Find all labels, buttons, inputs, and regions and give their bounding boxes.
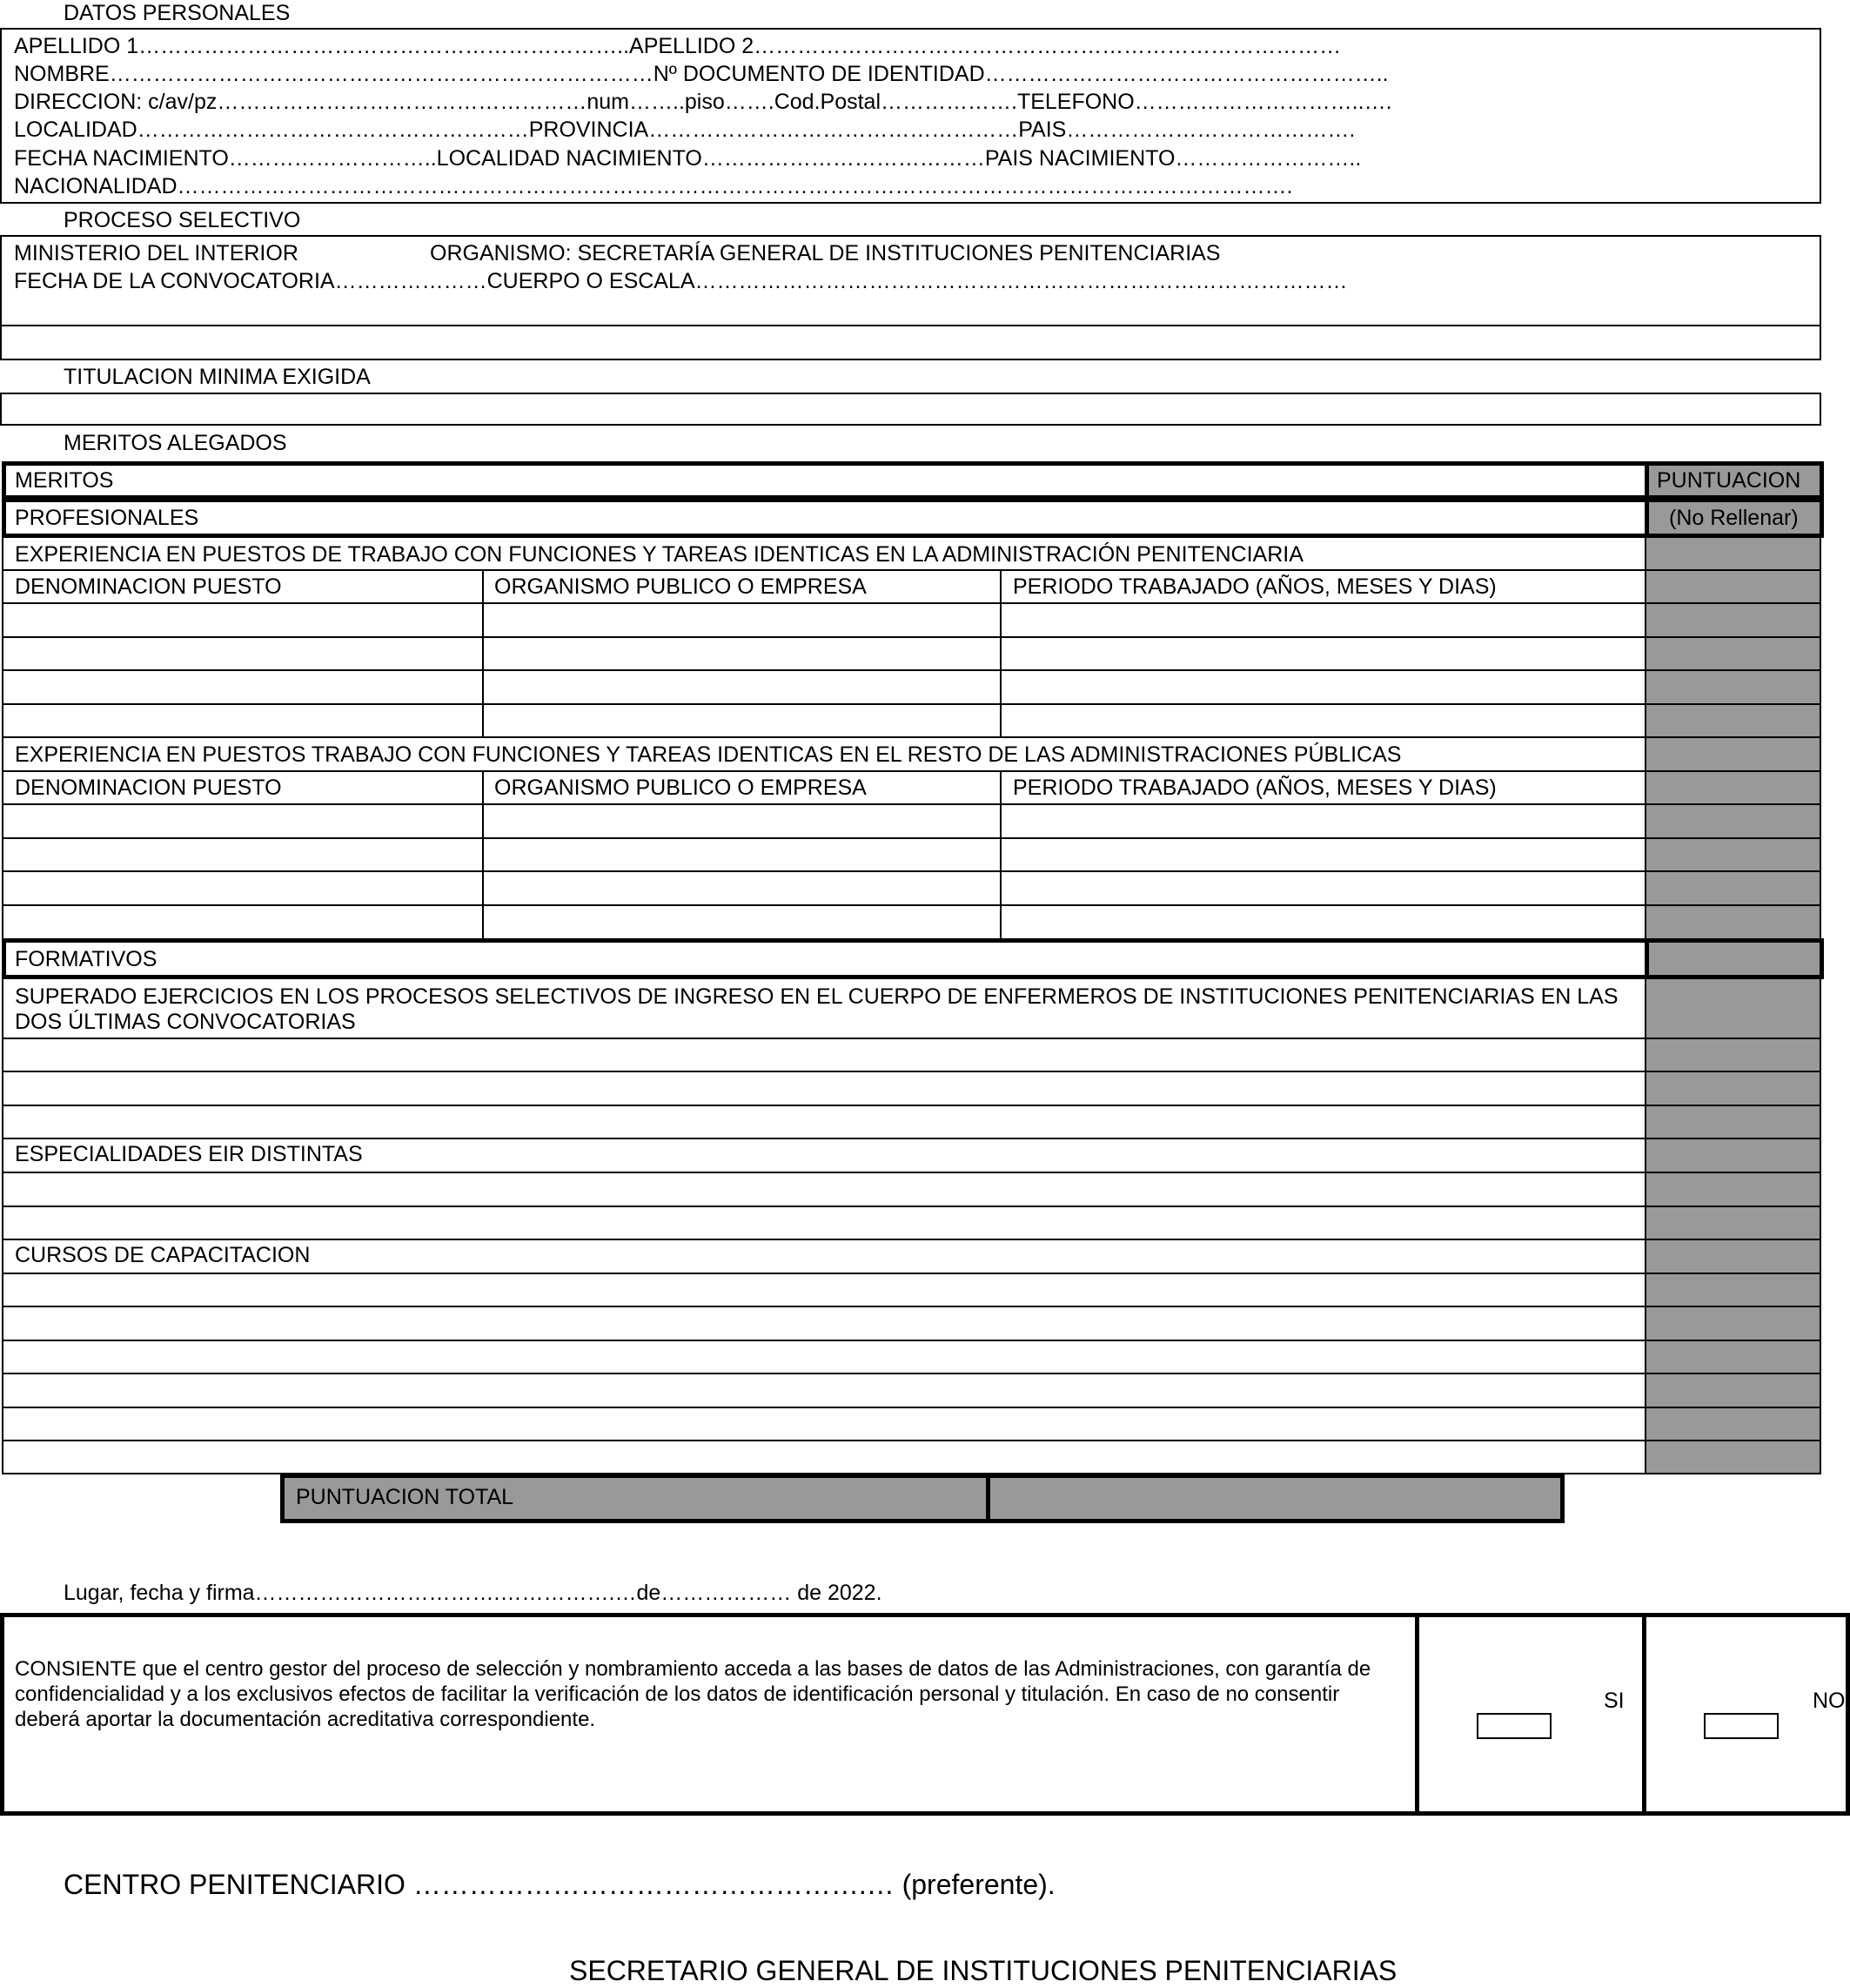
header-puntuacion: PUNTUACION xyxy=(1657,468,1801,493)
col-divider xyxy=(482,569,484,737)
row-line xyxy=(2,1239,1821,1240)
row-line xyxy=(2,1105,1821,1106)
field-titulacion[interactable] xyxy=(0,393,1821,426)
puntuacion-total-label: PUNTUACION TOTAL xyxy=(296,1485,514,1509)
row-line xyxy=(2,1071,1821,1072)
no-rellenar-label: (No Rellenar) xyxy=(1669,506,1799,530)
row-line xyxy=(2,1172,1821,1173)
row-line xyxy=(2,803,1821,805)
col-periodo-1: PERIODO TRABAJADO (AÑOS, MESES Y DIAS) xyxy=(1013,574,1497,599)
process-divider xyxy=(0,325,1821,326)
field-nacionalidad[interactable]: NACIONALIDAD………………………………………………………………………………………………………………………………………. xyxy=(14,174,1293,198)
col-denominacion-2: DENOMINACION PUESTO xyxy=(15,776,282,800)
row-line xyxy=(2,1038,1821,1039)
row-line xyxy=(2,1340,1821,1341)
row-line xyxy=(2,1138,1821,1139)
header-meritos: MERITOS xyxy=(15,468,114,493)
consent-text: CONSIENTE que el centro gestor del proceso de selección y nombramiento acceda a las bases de datos de las Administraciones, con garantía de confidencialidad y a los exclusivos efectos de facilitar la verificación de los datos de identificación personal y titulación. En caso de no consentir deberá aportar la documentación acreditativa correspondiente. xyxy=(15,1657,1371,1731)
row-line xyxy=(2,736,1821,738)
row-line xyxy=(2,1206,1821,1207)
field-nombre-documento[interactable]: NOMBRE…………………………………………………………………Nº DOCUMENTO DE IDENTIDAD……………………………………………….. xyxy=(14,62,1389,86)
row-line xyxy=(2,1407,1821,1408)
formativos-puntuacion-cell xyxy=(1645,938,1824,979)
lugar-fecha-firma[interactable]: Lugar, fecha y firma…………………………….…………….…de……………… de 2022. xyxy=(64,1581,882,1605)
formativos-cell xyxy=(2,938,1649,979)
row-line xyxy=(2,1373,1821,1374)
section-title-meritos-alegados: MERITOS ALEGADOS xyxy=(64,431,287,455)
superado-ejercicios-label: SUPERADO EJERCICIOS EN LOS PROCESOS SELECTIVOS DE INGRESO EN EL CUERPO DE ENFERMEROS DE INSTITUCIONES PENITENCIARIAS EN LAS DOS ÚLTIMAS CONVOCATORIAS xyxy=(15,984,1619,1034)
organism-label: ORGANISMO: SECRETARÍA GENERAL DE INSTITUCIONES PENITENCIARIAS xyxy=(430,241,1221,265)
cursos-capacitacion-label: CURSOS DE CAPACITACION xyxy=(15,1243,311,1267)
row-line xyxy=(2,1273,1821,1274)
col-periodo-2: PERIODO TRABAJADO (AÑOS, MESES Y DIAS) xyxy=(1013,776,1497,800)
row-line xyxy=(2,703,1821,705)
consent-si-label: SI xyxy=(1604,1689,1625,1713)
row-line xyxy=(2,1306,1821,1307)
field-direccion[interactable]: DIRECCION: c/av/pz……………………………………………num……..piso…….Cod.Postal……………….TELEFONO…………………………..…. xyxy=(14,90,1392,114)
consent-si-checkbox[interactable] xyxy=(1477,1713,1552,1739)
row-line xyxy=(2,1440,1821,1441)
col-organismo-1: ORGANISMO PUBLICO O EMPRESA xyxy=(494,574,867,599)
col-divider xyxy=(1000,569,1002,737)
section-title-datos-personales: DATOS PERSONALES xyxy=(64,1,291,25)
row-line xyxy=(2,569,1821,571)
especialidades-eir-label: ESPECIALIDADES EIR DISTINTAS xyxy=(15,1142,363,1166)
exp-resto-admin-label: EXPERIENCIA EN PUESTOS TRABAJO CON FUNCIONES Y TAREAS IDENTICAS EN EL RESTO DE LAS ADMINISTRACIONES PÚBLICAS xyxy=(15,742,1402,767)
total-value-cell xyxy=(986,1474,1565,1523)
field-localidad[interactable]: LOCALIDAD………………………………………………PROVINCIA……………………………………………PAIS…………………………………. xyxy=(14,118,1356,142)
row-line xyxy=(2,770,1821,772)
exp-admin-penitenciaria-label: EXPERIENCIA EN PUESTOS DE TRABAJO CON FUNCIONES Y TAREAS IDENTICAS EN LA ADMINISTRACIÓN PENITENCIARIA xyxy=(15,542,1304,567)
col-divider xyxy=(482,770,484,939)
row-line xyxy=(2,669,1821,671)
consent-divider-1 xyxy=(1415,1613,1419,1816)
field-fecha-nacimiento[interactable]: FECHA NACIMIENTO………………………..LOCALIDAD NACIMIENTO…………………………………PAIS NACIMIENTO…………………….. xyxy=(14,146,1362,171)
profesionales-label: PROFESIONALES xyxy=(15,506,199,530)
col-denominacion-1: DENOMINACION PUESTO xyxy=(15,574,282,599)
profesionales-cell xyxy=(2,498,1649,538)
field-apellidos[interactable]: APELLIDO 1…………………………………………………………..APELLIDO 2……………………………………………………………………… xyxy=(14,34,1342,58)
puntuacion-divider xyxy=(1645,536,1646,1474)
col-divider xyxy=(1000,770,1002,939)
section-title-titulacion: TITULACION MINIMA EXIGIDA xyxy=(64,365,371,389)
formativos-label: FORMATIVOS xyxy=(15,947,158,971)
row-line xyxy=(2,837,1821,839)
section-title-proceso-selectivo: PROCESO SELECTIVO xyxy=(64,208,301,232)
row-line xyxy=(2,602,1821,604)
field-convocatoria-cuerpo[interactable]: FECHA DE LA CONVOCATORIA…………………CUERPO O ESCALA……………………………………………………………………………… xyxy=(14,269,1348,293)
secretario-general-footer: SECRETARIO GENERAL DE INSTITUCIONES PENITENCIARIAS xyxy=(569,1955,1398,1986)
consent-no-label: NO xyxy=(1813,1689,1846,1713)
row-line xyxy=(2,870,1821,872)
header-meritos-cell xyxy=(2,461,1649,500)
centro-penitenciario-field[interactable]: CENTRO PENITENCIARIO ………………………………………….… (preferente). xyxy=(64,1869,1056,1900)
consent-no-checkbox[interactable] xyxy=(1704,1713,1779,1739)
col-organismo-2: ORGANISMO PUBLICO O EMPRESA xyxy=(494,776,867,800)
row-line xyxy=(2,904,1821,906)
ministry-label: MINISTERIO DEL INTERIOR xyxy=(14,241,298,265)
row-line xyxy=(2,636,1821,638)
consent-divider-2 xyxy=(1642,1613,1646,1816)
